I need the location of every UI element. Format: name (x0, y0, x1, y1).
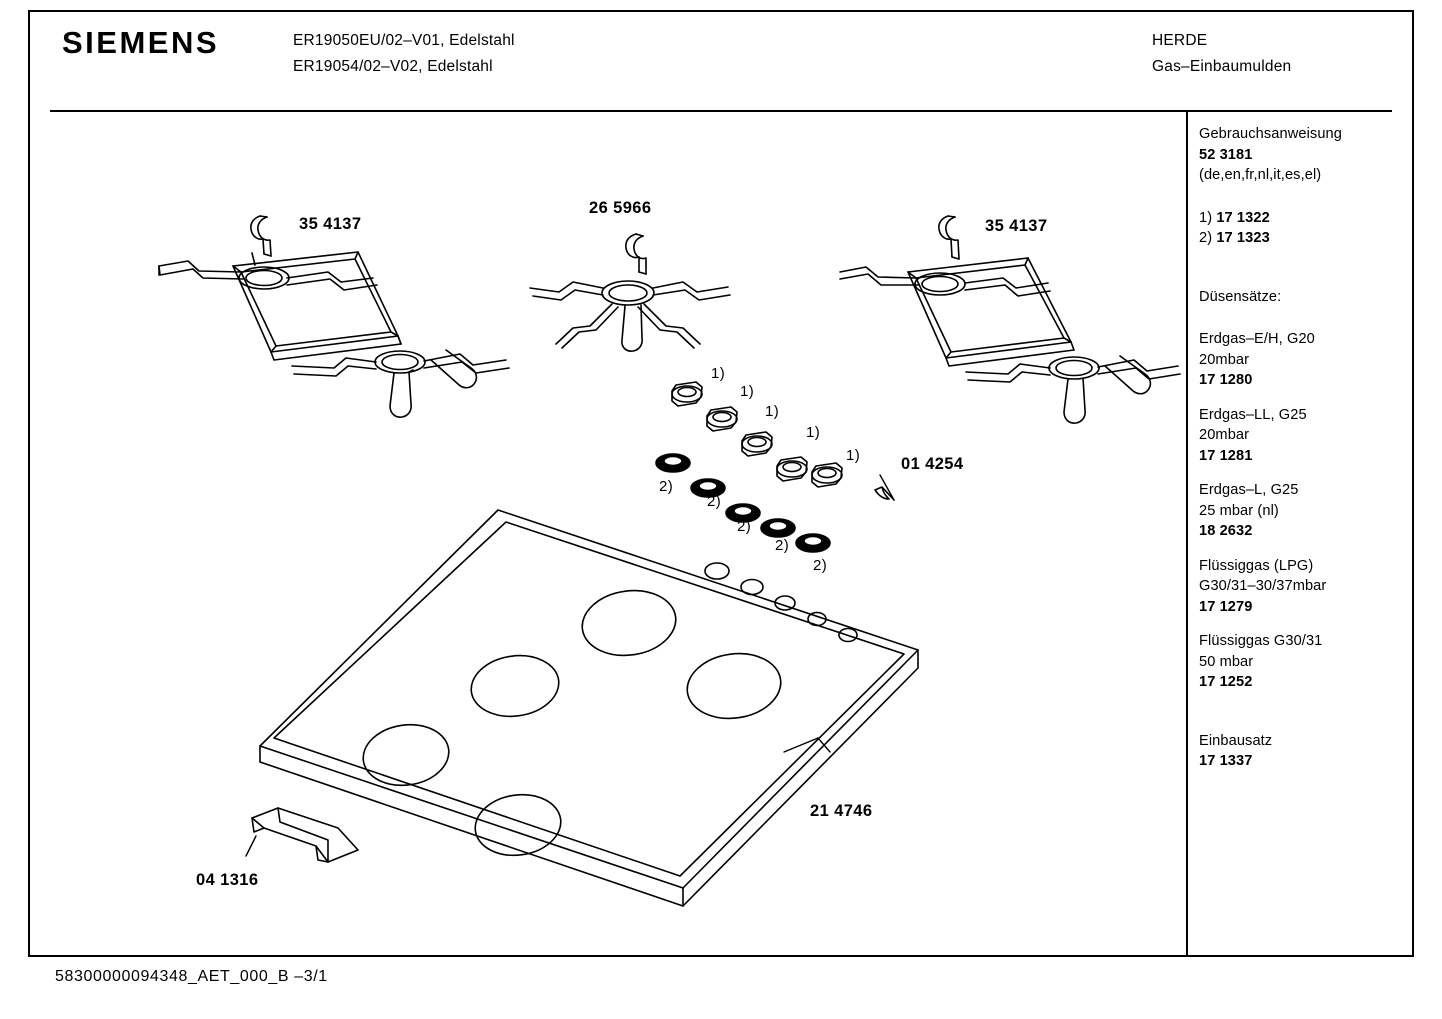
note-marker-2: 2) (1199, 230, 1213, 246)
note-row-2 (1199, 228, 1399, 249)
marker-2-a: 2) (659, 478, 674, 495)
marker-2-c: 2) (737, 518, 752, 535)
nozzle-set-3-line-1: Erdgas–L, G25 (1199, 482, 1299, 498)
marker-2-b: 2) (707, 493, 722, 510)
nozzle-set-2-line-2: 20mbar (1199, 427, 1250, 443)
marker-1-e: 1) (846, 447, 861, 464)
label-bracket: 04 1316 (196, 871, 259, 889)
note-number-2: 17 1323 (1216, 230, 1270, 246)
nozzle-set-5-number: 17 1252 (1199, 674, 1253, 690)
nozzle-set-4-line-1: Flüssiggas (LPG) (1199, 557, 1314, 574)
grate-right-illustration (840, 216, 1180, 423)
marker-1-b: 1) (740, 383, 755, 400)
model-line-1: ER19050EU/02–V01, Edelstahl (293, 32, 515, 49)
parts-info-column (1199, 124, 1399, 772)
label-grate-left: 35 4137 (299, 215, 362, 233)
category-line-1: HERDE (1152, 32, 1208, 49)
label-igniter: 01 4254 (901, 455, 964, 473)
label-grate-right: 35 4137 (985, 217, 1048, 235)
marker-1-a: 1) (711, 365, 726, 382)
label-grate-center: 26 5966 (589, 199, 652, 217)
grate-left-illustration (159, 216, 509, 417)
nozzle-set-5-line-1: Flüssiggas G30/31 (1199, 633, 1323, 649)
exploded-parts-drawing (28, 10, 1188, 950)
nozzle-set-2-number: 17 1281 (1199, 447, 1253, 464)
note-row-1 (1199, 208, 1399, 229)
nozzle-set-5-line-2: 50 mbar (1199, 653, 1254, 670)
nozzle-set-4-number: 17 1279 (1199, 598, 1253, 615)
mounting-bracket (246, 808, 358, 862)
model-line-2: ER19054/02–V02, Edelstahl (293, 58, 493, 75)
document-id: 58300000094348_AET_000_B –3/1 (55, 968, 328, 985)
nozzle-set-1-number: 17 1280 (1199, 372, 1253, 388)
nozzle-heading: Düsensätze: (1199, 288, 1282, 305)
category-line-2: Gas–Einbaumulden (1152, 58, 1292, 75)
note-marker-1: 1) (1199, 209, 1213, 226)
grate-center-illustration (530, 234, 730, 351)
nozzle-set-3-number: 18 2632 (1199, 523, 1253, 539)
nozzle-set-4 (1199, 556, 1399, 618)
installation-kit-number: 17 1337 (1199, 753, 1253, 769)
manual-number: 52 3181 (1199, 146, 1253, 163)
manual-title: Gebrauchsanweisung (1199, 126, 1342, 142)
nozzle-set-3 (1199, 480, 1399, 542)
installation-kit-label: Einbausatz (1199, 732, 1273, 749)
marker-2-d: 2) (775, 537, 790, 554)
label-cooktop: 21 4746 (810, 802, 873, 820)
nozzle-set-1-line-2: 20mbar (1199, 351, 1250, 368)
note-numbers-block (1199, 208, 1399, 249)
manual-languages: (de,en,fr,nl,it,es,el) (1199, 167, 1322, 183)
installation-kit-block (1199, 731, 1399, 772)
siemens-logo: SIEMENS (62, 25, 220, 60)
note-number-1: 17 1322 (1216, 209, 1270, 226)
nozzle-set-2-line-1: Erdgas–LL, G25 (1199, 406, 1307, 423)
nozzle-set-3-line-2: 25 mbar (nl) (1199, 502, 1279, 519)
marker-2-e: 2) (813, 557, 828, 574)
marker-1-c: 1) (765, 403, 780, 420)
nozzle-set-5 (1199, 631, 1399, 693)
marker-1-d: 1) (806, 424, 821, 441)
manual-block (1199, 124, 1399, 186)
nozzle-set-2 (1199, 405, 1399, 467)
nozzle-set-1-line-1: Erdgas–E/H, G20 (1199, 331, 1315, 347)
nozzle-set-1 (1199, 329, 1399, 391)
nozzle-set-4-line-2: G30/31–30/37mbar (1199, 578, 1327, 594)
